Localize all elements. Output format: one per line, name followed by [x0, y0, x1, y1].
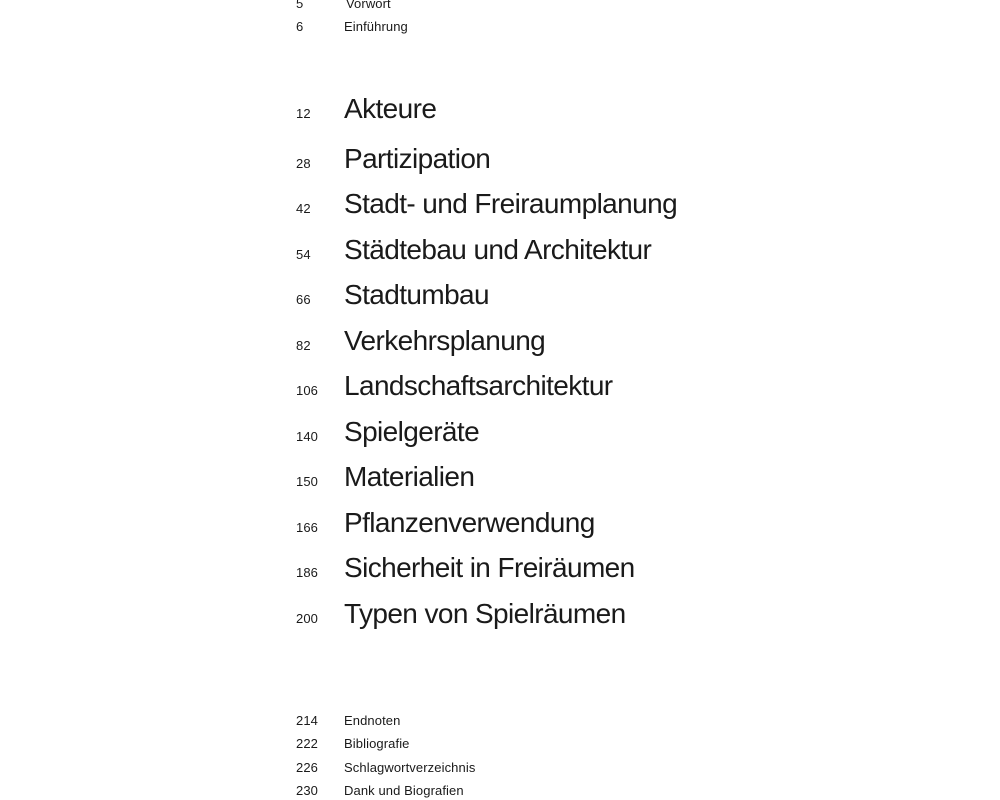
- toc-chapter-landschaftsarchitektur[interactable]: [296, 370, 613, 402]
- chapter-title: Spielgeräte: [344, 416, 480, 447]
- chapter-title: Akteure: [344, 93, 437, 124]
- page-number: 140: [296, 429, 318, 444]
- page-number: 5: [296, 0, 304, 11]
- entry-title: Einführung: [344, 19, 408, 34]
- toc-chapter-akteure[interactable]: [296, 93, 436, 125]
- toc-entry-einfuehrung[interactable]: [296, 19, 408, 34]
- toc-chapter-verkehrsplanung[interactable]: [296, 325, 545, 357]
- chapter-title: Stadtumbau: [344, 279, 489, 310]
- page-number: 54: [296, 247, 311, 262]
- toc-chapter-sicherheit-in-freiraeumen[interactable]: [296, 552, 635, 584]
- page-number: 42: [296, 201, 311, 216]
- page-number: 28: [296, 156, 311, 171]
- toc-chapter-stadt-und-freiraumplanung[interactable]: [296, 188, 677, 220]
- entry-title: Endnoten: [344, 713, 401, 728]
- toc-entry-dank-und-biografien[interactable]: [296, 783, 464, 798]
- toc-entry-schlagwortverzeichnis[interactable]: [296, 760, 475, 775]
- page-number: 226: [296, 760, 318, 775]
- entry-title: Vorwort: [346, 0, 391, 11]
- page-number: 82: [296, 338, 311, 353]
- toc-chapter-pflanzenverwendung[interactable]: [296, 507, 595, 539]
- page-number: 166: [296, 520, 318, 535]
- toc-chapter-spielgeraete[interactable]: [296, 416, 479, 448]
- toc-chapter-staedtebau-und-architektur[interactable]: [296, 234, 651, 266]
- page-number: 6: [296, 19, 304, 34]
- chapter-title: Verkehrsplanung: [344, 325, 546, 356]
- entry-title: Bibliografie: [344, 736, 410, 751]
- toc-entry-vorwort[interactable]: [296, 0, 391, 11]
- chapter-title: Typen von Spielräumen: [344, 598, 626, 629]
- chapter-title: Sicherheit in Freiräumen: [344, 552, 635, 583]
- toc-chapter-stadtumbau[interactable]: [296, 279, 489, 311]
- page-number: 214: [296, 713, 318, 728]
- page-number: 222: [296, 736, 318, 751]
- chapter-title: Pflanzenverwendung: [344, 507, 595, 538]
- chapter-title: Städtebau und Architektur: [344, 234, 652, 265]
- page-number: 12: [296, 106, 311, 121]
- entry-title: Schlagwortverzeichnis: [344, 760, 476, 775]
- page-number: 186: [296, 565, 318, 580]
- toc-chapter-typen-von-spielraeumen[interactable]: [296, 598, 626, 630]
- entry-title: Dank und Biografien: [344, 783, 464, 798]
- chapter-title: Stadt- und Freiraumplanung: [344, 188, 678, 219]
- page-number: 150: [296, 474, 318, 489]
- chapter-title: Landschaftsarchitektur: [344, 370, 613, 401]
- chapter-title: Partizipation: [344, 143, 491, 174]
- page-number: 200: [296, 611, 318, 626]
- page-number: 106: [296, 383, 318, 398]
- toc-chapter-partizipation[interactable]: [296, 143, 490, 175]
- page-number: 66: [296, 292, 311, 307]
- toc-entry-endnoten[interactable]: [296, 713, 400, 728]
- page-number: 230: [296, 783, 318, 798]
- toc-chapter-materialien[interactable]: [296, 461, 474, 493]
- toc-entry-bibliografie[interactable]: [296, 736, 410, 751]
- chapter-title: Materialien: [344, 461, 475, 492]
